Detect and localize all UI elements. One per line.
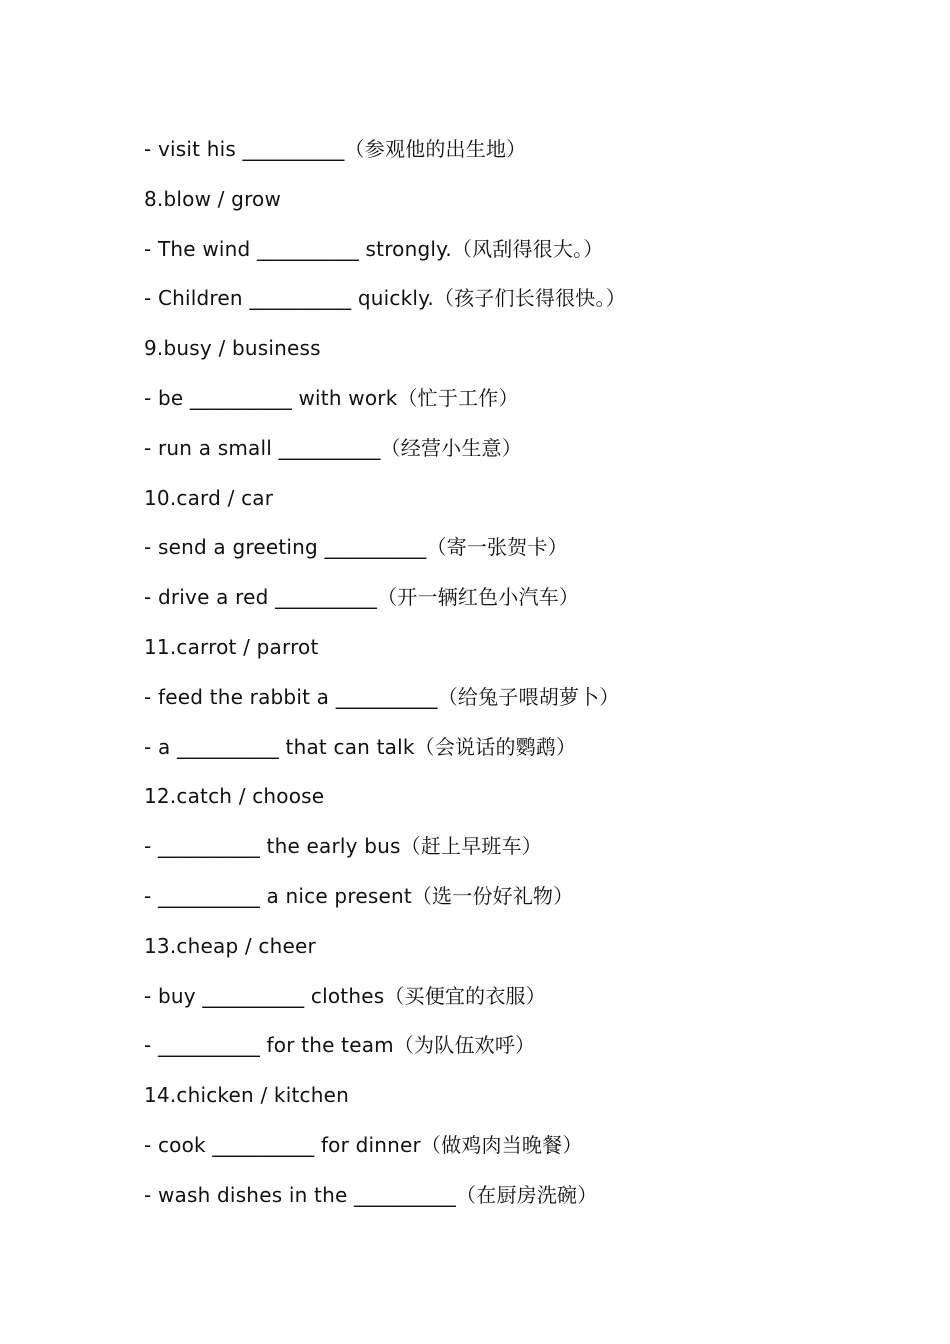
exercise-heading: 11.carrot / parrot — [144, 634, 319, 659]
exercise-line: - feed the rabbit a __________（给兔子喂胡萝卜） — [144, 684, 620, 709]
exercise-lines — [144, 133, 884, 1229]
exercise-line: - __________ the early bus（赶上早班车） — [144, 834, 543, 859]
exercise-line: - visit his __________（参观他的出生地） — [144, 137, 527, 161]
exercise-line: - buy __________ clothes（买便宜的衣服） — [144, 983, 546, 1008]
exercise-heading: 13.cheap / cheer — [144, 933, 316, 958]
exercise-line: - drive a red __________（开一辆红色小汽车） — [144, 585, 580, 610]
exercise-line: - send a greeting __________（寄一张贺卡） — [144, 535, 568, 560]
exercise-line: - be __________ with work（忙于工作） — [144, 385, 519, 410]
exercise-line: - a __________ that can talk（会说话的鹦鹉） — [144, 734, 577, 759]
exercise-line: - cook __________ for dinner（做鸡肉当晚餐） — [144, 1132, 583, 1157]
exercise-heading: 8.blow / grow — [144, 186, 282, 211]
exercise-line: - Children __________ quickly.（孩子们长得很快。） — [144, 286, 626, 311]
exercise-line: - The wind __________ strongly.（风刮得很大。） — [144, 236, 604, 261]
exercise-line: - run a small __________（经营小生意） — [144, 435, 522, 460]
exercise-heading: 9.busy / business — [144, 336, 321, 361]
exercise-heading: 10.card / car — [144, 485, 274, 510]
exercise-line: - __________ a nice present（选一份好礼物） — [144, 883, 574, 908]
exercise-heading: 12.catch / choose — [144, 784, 325, 809]
exercise-heading: 14.chicken / kitchen — [144, 1083, 349, 1108]
exercise-line: - __________ for the team（为队伍欢呼） — [144, 1033, 536, 1058]
exercise-line: - wash dishes in the __________（在厨房洗碗） — [144, 1182, 598, 1207]
